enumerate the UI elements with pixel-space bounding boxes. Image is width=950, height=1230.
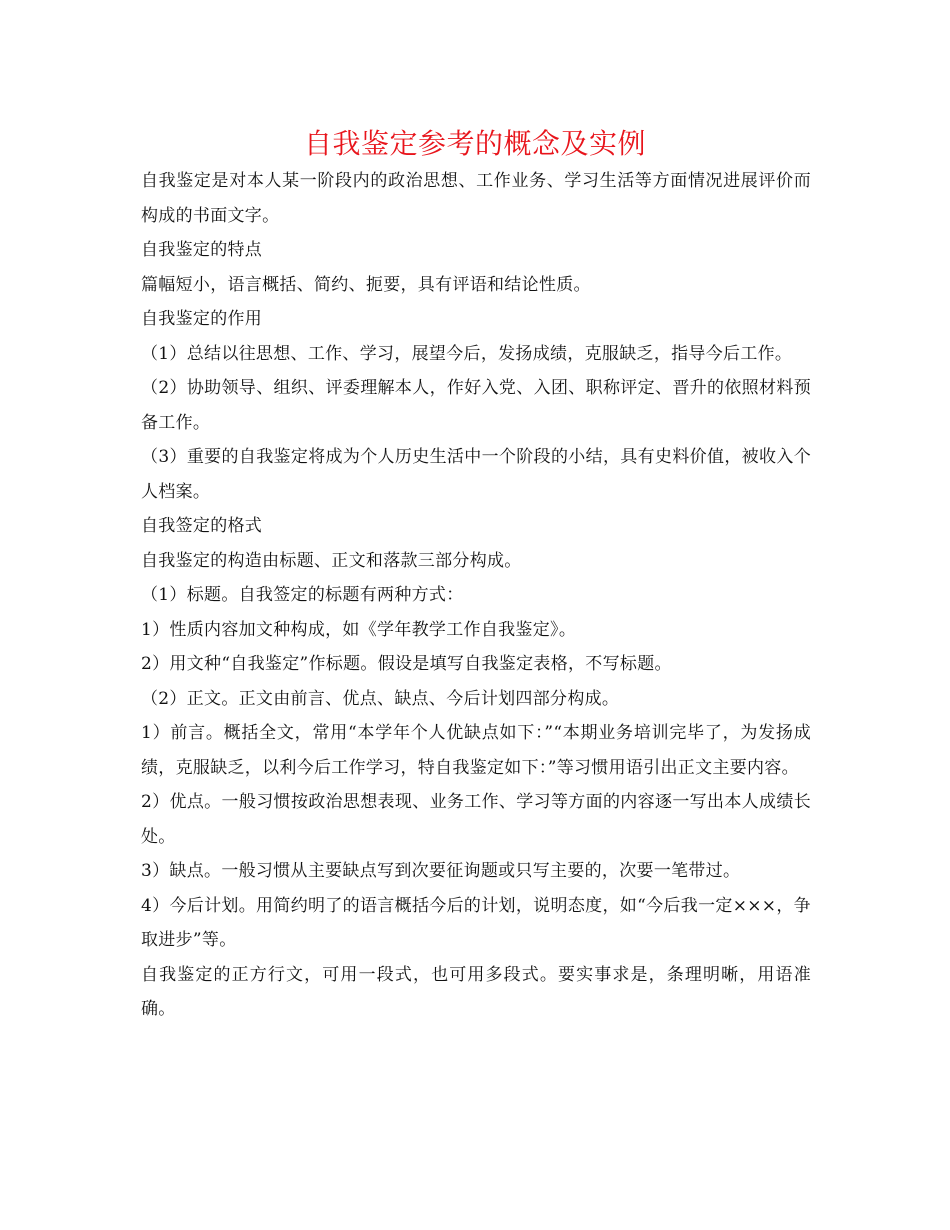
purpose-item-2: （2）协助领导、组织、评委理解本人，作好入党、入团、职称评定、晋升的依照材料预备工作。 <box>141 378 811 433</box>
body-future-plan: 4）今后计划。用简约明了的语言概括今后的计划，说明态度，如“今后我一定×××，争取进步”等。 <box>141 895 811 950</box>
purpose-item-1: （1）总结以往思想、工作、学习，展望今后，发扬成绩，克服缺乏，指导今后工作。 <box>141 343 793 364</box>
purpose-item-3: （3）重要的自我鉴定将成为个人历史生活中一个阶段的小结，具有史料价值，被收入个人档案。 <box>141 447 811 502</box>
paragraph-conclusion: 自我鉴定的正方行文，可用一段式，也可用多段式。要实事求是，条理明晰，用语准确。 <box>141 964 811 1019</box>
document-title: 自我鉴定参考的概念及实例 <box>303 127 646 160</box>
paragraph-structure: 自我鉴定的构造由标题、正文和落款三部分构成。 <box>141 550 522 571</box>
body-strengths: 2）优点。一般习惯按政治思想表现、业务工作、学习等方面的内容逐一写出本人成绩长处。 <box>141 792 811 847</box>
body-weaknesses: 3）缺点。一般习惯从主要缺点写到次要征询题或只写主要的，次要一笔带过。 <box>141 861 741 881</box>
heading-format: 自我签定的格式 <box>141 516 263 536</box>
paragraph-definition: 自我鉴定是对本人某一阶段内的政治思想、工作业务、学习生活等方面情况进展评价而构成的书面文字。 <box>141 171 811 226</box>
format-title-item: （1）标题。自我签定的标题有两种方式： <box>141 585 464 605</box>
heading-features: 自我鉴定的特点 <box>141 240 263 260</box>
title-method-2: 2）用文种“自我鉴定”作标题。假设是填写自我鉴定表格，不写标题。 <box>141 654 672 674</box>
title-method-1: 1）性质内容加文种构成，如《学年教学工作自我鉴定》。 <box>141 619 577 640</box>
body-preface: 1）前言。概括全文，常用“本学年个人优缺点如下：”“本期业务培训完毕了，为发扬成绩，克服缺乏，以利今后工作学习，特自我鉴定如下：”等习惯用语引出正文主要内容。 <box>141 723 811 778</box>
heading-purpose: 自我鉴定的作用 <box>141 309 263 329</box>
paragraph-features: 篇幅短小，语言概括、简约、扼要，具有评语和结论性质。 <box>141 274 591 295</box>
document-body <box>141 164 811 1027</box>
format-body-item: （2）正文。正文由前言、优点、缺点、今后计划四部分构成。 <box>141 688 620 709</box>
